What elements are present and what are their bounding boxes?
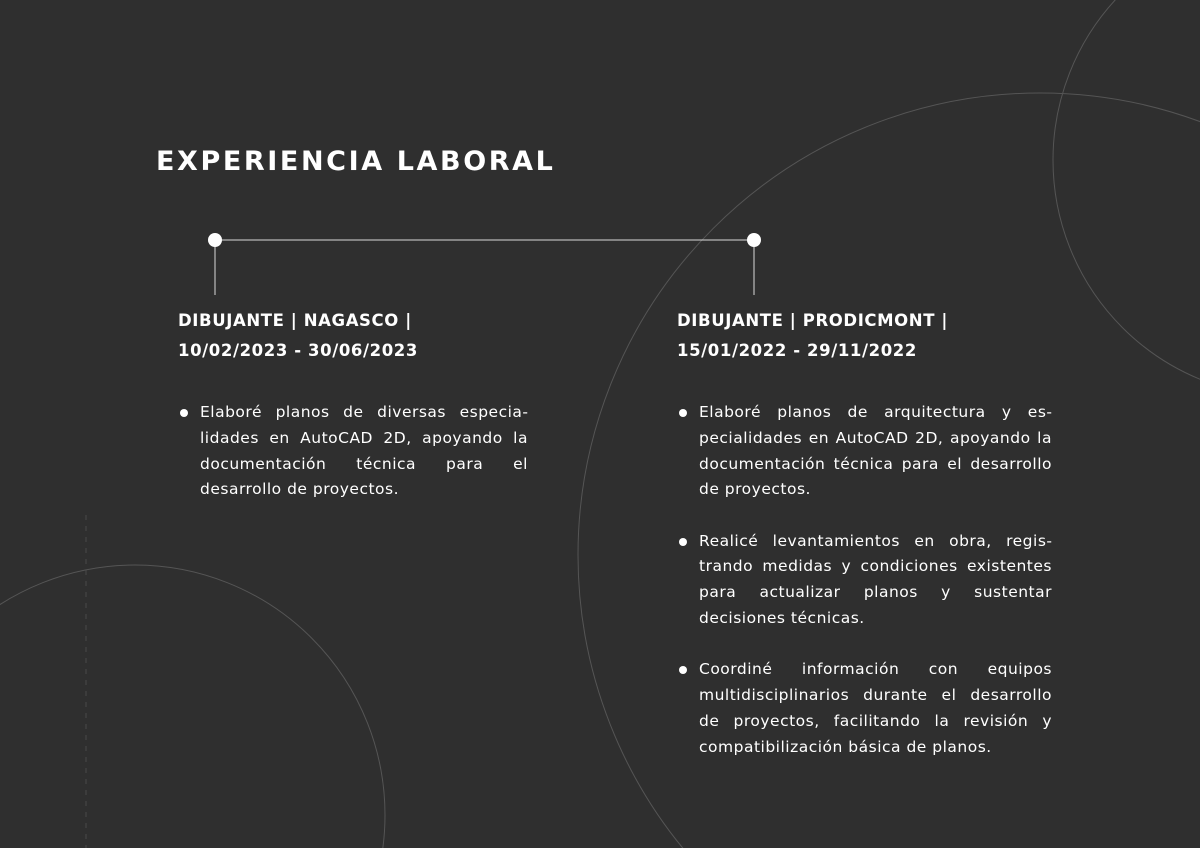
job-duty-item [677,400,1052,503]
job-duty-item [677,529,1052,632]
job-duty-text: Elaboré planos de diversas especialidades en AutoCAD 2D, apoyando la documentación técnica para el desarrollo de proyectos. [200,403,528,499]
timeline-dot-1 [208,233,222,247]
job-dates: 10/02/2023 - 30/06/2023 [178,341,418,360]
job-role: DIBUJANTE | NAGASCO | [178,311,412,330]
job-duty-text: Realicé levantamientos en obra, registrando medidas y condiciones existentes para actualizar planos y sustentar decisiones técnicas. [699,531,1052,628]
timeline-dot-2 [747,233,761,247]
bullet-icon [180,409,188,417]
job-duty-text: Elaboré planos de arquitectura y especialidades en AutoCAD 2D, apoyando la documentación técnica para el desarrollo de proyectos. [699,403,1052,499]
job-duty-item [677,657,1052,760]
job-duties-list [178,400,528,503]
job-duty-text: Coordiné información con equipos multidisciplinarios durante el desarrollo de proyectos, facilitando la revisión y compatibilización básica de planos. [699,660,1052,756]
job-duty-item [178,400,528,503]
bullet-icon [679,666,687,674]
job-duties-list [677,400,1052,761]
job-entry-nagasco [178,306,528,529]
job-role: DIBUJANTE | PRODICMONT | [677,311,949,330]
job-dates: 15/01/2022 - 29/11/2022 [677,341,917,360]
section-title: EXPERIENCIA LABORAL [156,146,556,177]
bullet-icon [679,409,687,417]
job-entry-prodicmont [677,306,1052,786]
bullet-icon [679,538,687,546]
